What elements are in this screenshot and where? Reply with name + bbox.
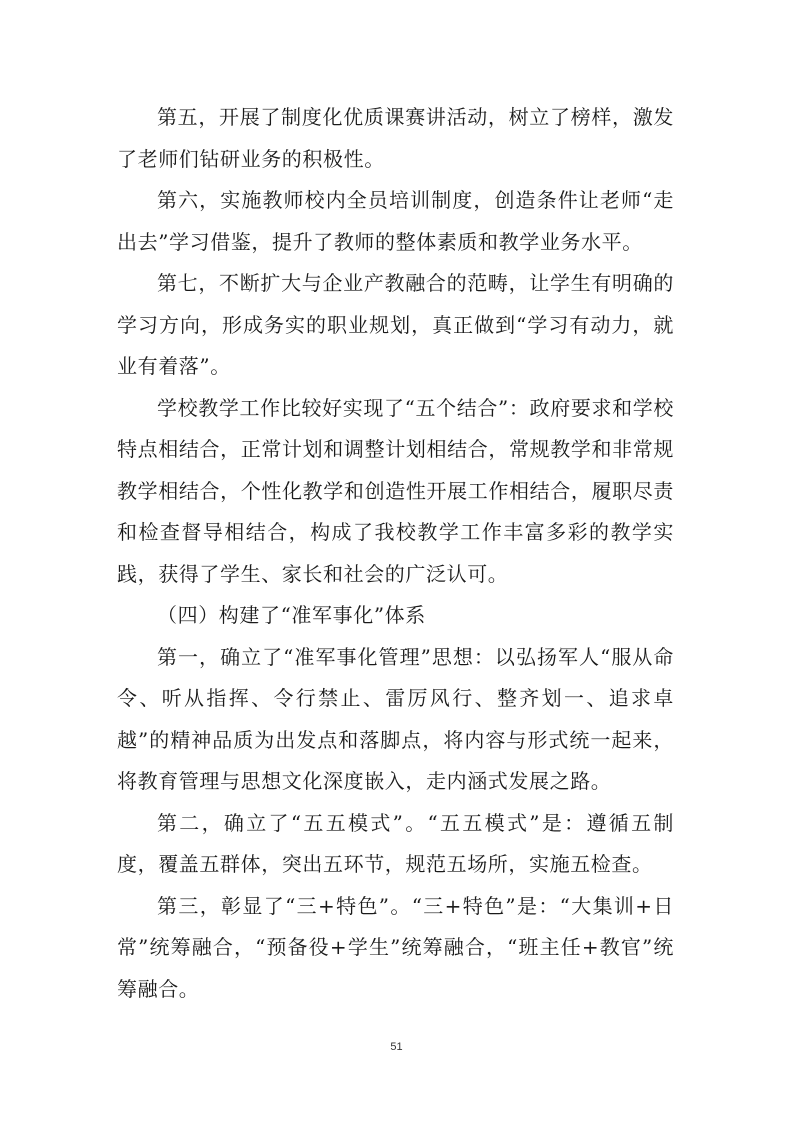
paragraph-five-combinations: 学校教学工作比较好实现了“五个结合”：政府要求和学校特点相结合，正常计划和调整计划相结合，常规教学和非常规教学相结合，个性化教学和创造性开展工作相结合，履职尽责和检查督导相结合，构成了我校教学工作丰富多彩的教学实践，获得了学生、家长和社会的广泛认可。 xyxy=(117,395,674,586)
paragraph-seventh: 第七，不断扩大与企业产教融合的范畴，让学生有明确的学习方向，形成务实的职业规划，真正做到“学习有动力，就业有着落”。 xyxy=(117,271,674,378)
paragraph-sixth: 第六，实施教师校内全员培训制度，创造条件让老师“走出去”学习借鉴，提升了教师的整体素质和教学业务水平。 xyxy=(117,188,674,254)
document-body xyxy=(117,97,674,1010)
paragraph-second: 第二，确立了“五五模式”。“五五模式”是：遵循五制度，覆盖五群体，突出五环节，规范五场所，实施五检查。 xyxy=(117,810,674,876)
page-number: 51 xyxy=(390,1041,403,1053)
paragraph-third: 第三，彰显了“三+特色”。“三+特色”是：“大集训+日常”统筹融合，“预备役+学生”统筹融合，“班主任+教官”统筹融合。 xyxy=(117,893,674,1001)
section-heading: （四）构建了“准军事化”体系 xyxy=(157,603,426,627)
paragraph-fifth: 第五，开展了制度化优质课赛讲活动，树立了榜样，激发了老师们钻研业务的积极性。 xyxy=(117,105,674,171)
paragraph-first: 第一，确立了“准军事化管理”思想：以弘扬军人“服从命令、听从指挥、令行禁止、雷厉风行、整齐划一、追求卓越”的精神品质为出发点和落脚点，将内容与形式统一起来，将教育管理与思想文化深度嵌入，走内涵式发展之路。 xyxy=(117,644,674,793)
